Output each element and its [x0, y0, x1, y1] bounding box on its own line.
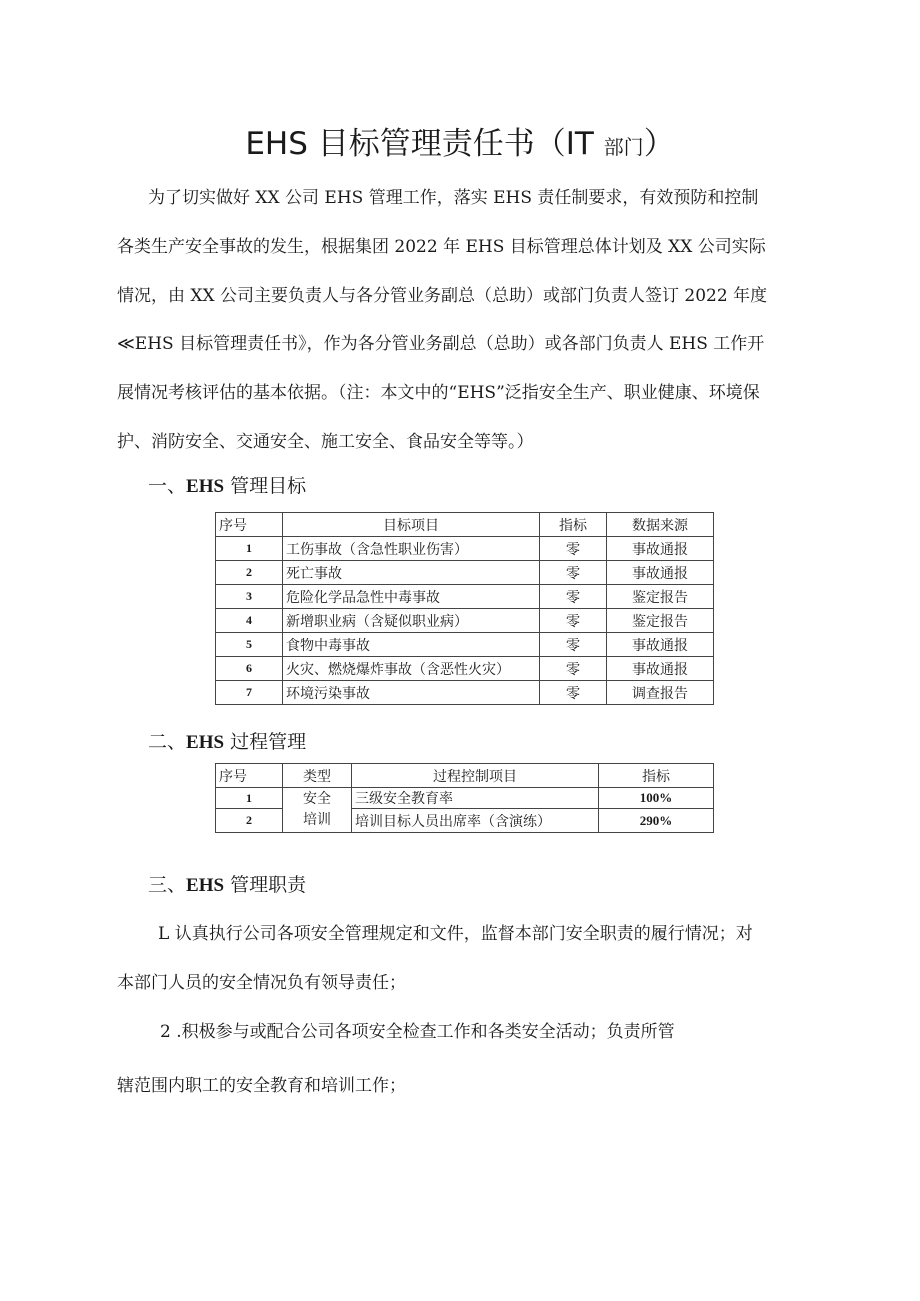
table-row: [216, 609, 714, 633]
table-row: [216, 633, 714, 657]
section1-rest: 管理目标: [224, 475, 307, 497]
header-no: 序号: [216, 764, 283, 788]
table-header-row: [216, 513, 714, 537]
row-no: 1: [216, 537, 283, 561]
intro-line: 各类生产安全事故的发生，根据集团 2022 年 EHS 目标管理总体计划及 XX 公司实际: [117, 237, 766, 257]
header-item: 目标项目: [283, 513, 540, 537]
intro-line: ≪EHS 目标管理责任书》，作为各分管业务副总（总助）或各部门负责人 EHS 工作开: [117, 334, 765, 354]
table-row: [216, 657, 714, 681]
duty-item-1-line: 本部门人员的安全情况负有领导责任；: [117, 973, 406, 993]
row-item: 新增职业病（含疑似职业病）: [283, 609, 540, 633]
section2-bold: EHS: [186, 732, 225, 753]
header-no: 序号: [216, 513, 283, 537]
table-header-row: [216, 764, 714, 788]
row-item: 环境污染事故: [283, 681, 540, 705]
row-no: 4: [216, 609, 283, 633]
row-no: 3: [216, 585, 283, 609]
row-no: 7: [216, 681, 283, 705]
row-item: 工伤事故（含急性职业伤害）: [283, 537, 540, 561]
row-target: 零: [540, 609, 607, 633]
section2-rest: 过程管理: [224, 731, 307, 753]
row-no: 6: [216, 657, 283, 681]
row-item: 死亡事故: [283, 561, 540, 585]
row-item: 火灾、燃烧爆炸事故（含恶性火灾）: [283, 657, 540, 681]
row-target: 零: [540, 561, 607, 585]
section2-heading: [148, 727, 306, 754]
row-source: 鉴定报告: [607, 609, 714, 633]
header-item: 过程控制项目: [352, 764, 599, 788]
section1-bold: EHS: [186, 476, 225, 497]
type-line: 安全: [303, 791, 331, 807]
section1-heading: [148, 471, 306, 498]
intro-line: 护、消防安全、交通安全、施工安全、食品安全等等。）: [117, 432, 534, 452]
table-row: [216, 681, 714, 705]
row-item: 三级安全教育率: [352, 788, 599, 809]
row-source: 鉴定报告: [607, 585, 714, 609]
table-row: [216, 537, 714, 561]
row-source: 事故通报: [607, 537, 714, 561]
title-main: EHS 目标管理责任书（IT: [245, 126, 604, 162]
row-source: 事故通报: [607, 561, 714, 585]
row-type: [283, 788, 352, 833]
header-target: 指标: [599, 764, 714, 788]
row-target: 零: [540, 657, 607, 681]
table-row: [216, 561, 714, 585]
ehs-process-table: [215, 763, 714, 833]
row-target: 零: [540, 633, 607, 657]
duty-item-2-line: 2 .积极参与或配合公司各项安全检查工作和各类安全活动；负责所管: [160, 1022, 675, 1042]
row-source: 事故通报: [607, 657, 714, 681]
section3-bold: EHS: [186, 875, 225, 896]
duty-item-1-line: L 认真执行公司各项安全管理规定和文件，监督本部门安全职责的履行情况；对: [158, 924, 753, 944]
row-no: 5: [216, 633, 283, 657]
row-item: 培训目标人员出席率（含演练）: [352, 809, 599, 833]
row-no: 1: [216, 788, 283, 809]
header-type: 类型: [283, 764, 352, 788]
page-title: [0, 118, 920, 163]
intro-line: 展情况考核评估的基本依据。（注：本文中的“EHS”泛指安全生产、职业健康、环境保: [117, 383, 760, 403]
row-target: 零: [540, 681, 607, 705]
ehs-target-table: [215, 512, 714, 705]
header-target: 指标: [540, 513, 607, 537]
table-row: [216, 585, 714, 609]
section2-prefix: 二、: [148, 731, 187, 753]
row-target: 零: [540, 537, 607, 561]
row-no: 2: [216, 561, 283, 585]
row-no: 2: [216, 809, 283, 833]
intro-line: 情况，由 XX 公司主要负责人与各分管业务副总（总助）或部门负责人签订 2022 年度: [117, 286, 768, 306]
section3-rest: 管理职责: [224, 874, 307, 896]
table-row: [216, 788, 714, 809]
section1-prefix: 一、: [148, 475, 187, 497]
row-item: 危险化学品急性中毒事故: [283, 585, 540, 609]
row-item: 食物中毒事故: [283, 633, 540, 657]
title-close: ）: [643, 126, 675, 162]
row-source: 调查报告: [607, 681, 714, 705]
section3-heading: [148, 870, 306, 897]
title-dept: 部门: [603, 135, 644, 159]
row-target: 100%: [599, 788, 714, 809]
duty-item-2-line: 辖范围内职工的安全教育和培训工作；: [117, 1076, 406, 1096]
type-line: 培训: [303, 812, 331, 828]
section3-prefix: 三、: [148, 874, 187, 896]
intro-line: 为了切实做好 XX 公司 EHS 管理工作，落实 EHS 责任制要求，有效预防和控制: [148, 188, 759, 208]
row-source: 事故通报: [607, 633, 714, 657]
row-target: 零: [540, 585, 607, 609]
header-source: 数据来源: [607, 513, 714, 537]
row-target: 290%: [599, 809, 714, 833]
